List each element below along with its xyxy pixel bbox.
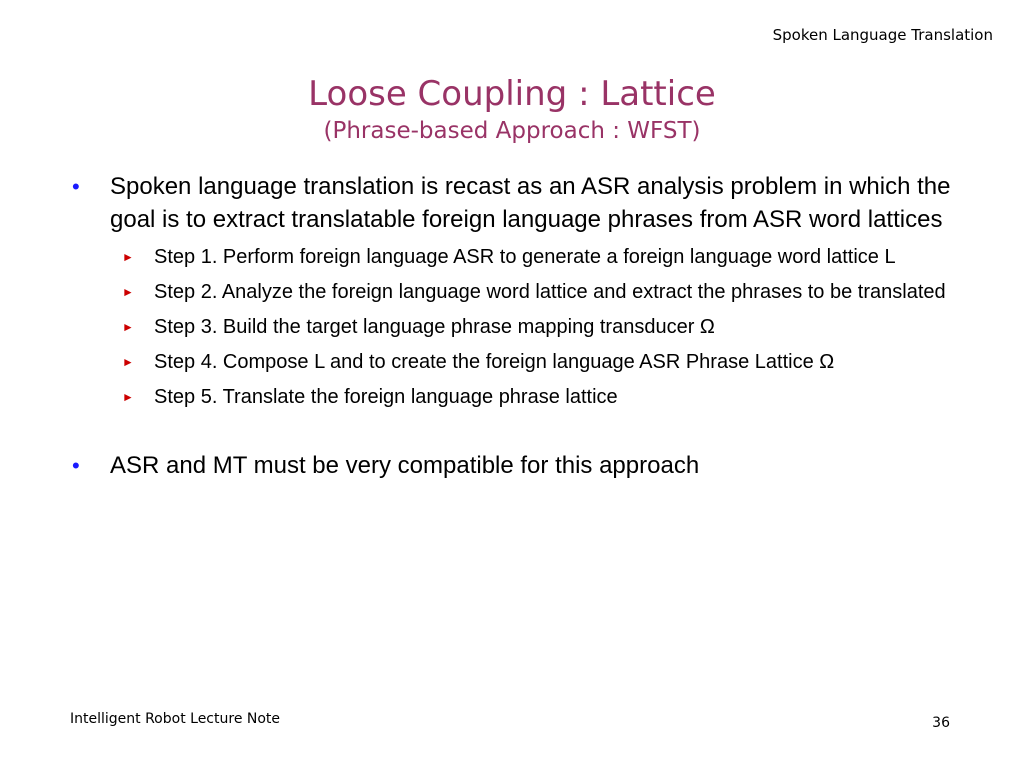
page-number: 36 <box>932 715 950 731</box>
bullet-text: ASR and MT must be very compatible for this approach <box>110 452 700 479</box>
arrow-right-icon: ► <box>122 320 134 334</box>
bullet-item <box>72 170 972 236</box>
sub-bullet-text: Step 2. Analyze the foreign language word lattice and extract the phrases to be translated <box>154 281 946 303</box>
arrow-right-icon: ► <box>122 390 134 404</box>
sub-bullet-item <box>72 242 972 273</box>
sub-bullet-text: Step 1. Perform foreign language ASR to generate a foreign language word lattice L <box>154 246 896 268</box>
bullet-text: Spoken language translation is recast as an ASR analysis problem in which the goal is to extract translatable foreign language phrases from ASR word lattices <box>110 173 951 233</box>
footer-note: Intelligent Robot Lecture Note <box>70 711 281 727</box>
arrow-right-icon: ► <box>122 355 134 369</box>
slide-content <box>72 170 972 482</box>
title-main: Loose Coupling : Lattice <box>308 74 716 114</box>
bullet-dot-icon: • <box>72 453 80 478</box>
sub-bullet-text: Step 4. Compose L and to create the foreign language ASR Phrase Lattice Ω <box>154 351 835 373</box>
sub-bullet-item <box>72 312 972 343</box>
slide-title <box>0 74 1024 146</box>
bullet-item <box>72 449 972 482</box>
sub-bullet-item <box>72 382 972 413</box>
sub-bullet-list <box>72 242 972 413</box>
sub-bullet-text: Step 5. Translate the foreign language phrase lattice <box>154 386 618 408</box>
course-title: Spoken Language Translation <box>772 26 993 44</box>
arrow-right-icon: ► <box>122 285 134 299</box>
sub-bullet-item <box>72 277 972 308</box>
arrow-right-icon: ► <box>122 250 134 264</box>
sub-bullet-text: Step 3. Build the target language phrase mapping transducer Ω <box>154 316 715 338</box>
title-subtitle: (Phrase-based Approach : WFST) <box>323 118 701 144</box>
bullet-dot-icon: • <box>72 174 80 199</box>
sub-bullet-item <box>72 347 972 378</box>
